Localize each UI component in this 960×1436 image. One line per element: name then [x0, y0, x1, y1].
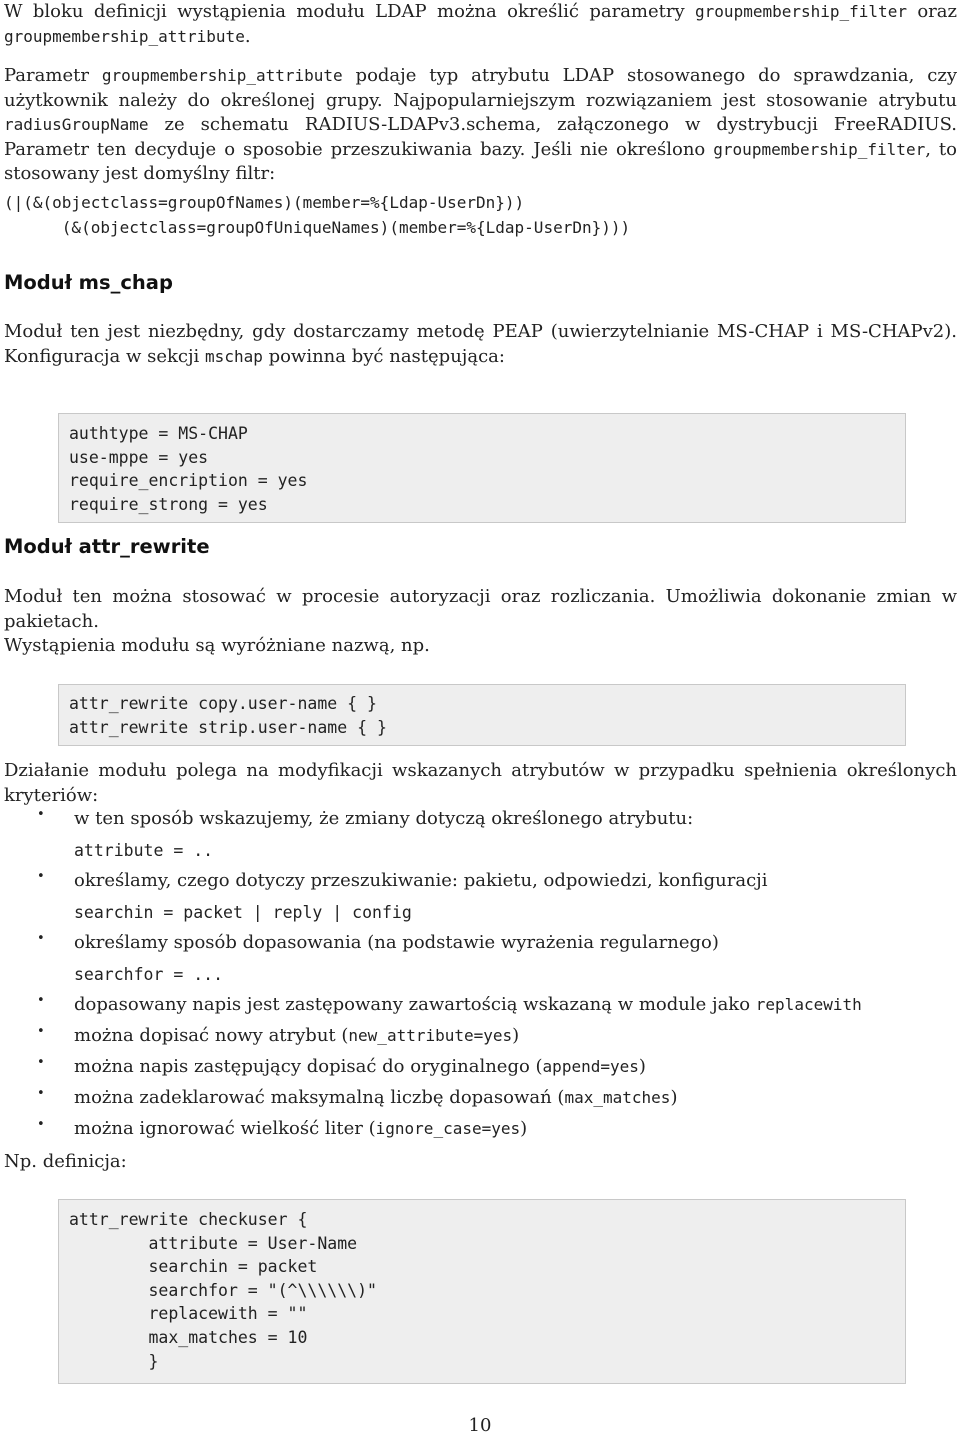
bullet-icon: • [37, 993, 45, 1008]
default-filter-line-1: (|(&(objectclass=groupOfNames)(member=%{Ldap-UserDn})) [4, 193, 525, 212]
list-item [4, 1086, 957, 1117]
intro-paragraph-2 [4, 64, 957, 187]
bullet-icon: • [37, 869, 45, 884]
code-inline: ignore_case=yes [375, 1119, 521, 1138]
text-run: podaje typ atrybutu LDAP stosowanego do sprawdzania, czy użytkownik należy do określonej grupy. Najpopularniejszym rozwiązaniem jest stosowanie atrybutu [4, 65, 957, 111]
text-run: powinna być następująca: [262, 345, 505, 367]
list-item-text: można zadeklarować maksymalną liczbę dopasowań ( [74, 1087, 565, 1108]
bullet-icon: • [37, 1055, 45, 1070]
list-item-text-tail: ) [512, 1025, 520, 1046]
code-inline: mschap [205, 346, 263, 366]
code-inline: append=yes [542, 1057, 639, 1076]
criteria-list [4, 807, 957, 1148]
bullet-icon: • [37, 931, 45, 946]
code-inline: max_matches [564, 1088, 671, 1107]
code-inline: groupmembership_filter [713, 139, 926, 159]
code-inline: groupmembership_attribute [101, 66, 343, 85]
text-run: . [244, 25, 251, 47]
list-item-text: można ignorować wielkość liter ( [74, 1118, 376, 1139]
bullet-icon: • [37, 1117, 45, 1132]
example-definition-code-block: attr_rewrite checkuser { attribute = User-Name searchin = packet searchfor = "(^\\\\\\)" replacewith = "" max_matches = 10 } [58, 1199, 906, 1384]
ms-chap-paragraph [4, 320, 957, 369]
list-item-text: określamy sposób dopasowania (na podstawie wyrażenia regularnego) [74, 932, 719, 953]
list-item-text: określamy, czego dotyczy przeszukiwanie: pakietu, odpowiedzi, konfiguracji [74, 870, 768, 891]
list-item-code: searchfor = ... [74, 965, 224, 984]
text-run: ze schematu RADIUS-LDAPv3.schema, załączonego w dystrybucji FreeRADIUS. Parametr ten decyduje o sposobie przeszukiwania bazy. Jeśli nie określono [4, 114, 957, 160]
list-item [4, 1055, 957, 1086]
text-run: Moduł ten jest niezbędny, gdy dostarczamy metodę PEAP (uwierzytelnianie MS-CHAP i MS-CHAPv2). Konfiguracja w sekcji [4, 321, 957, 367]
list-item-code: attribute = .. [74, 841, 214, 860]
list-item-text-tail: ) [638, 1056, 646, 1077]
bullet-icon: • [37, 807, 45, 822]
list-item-text: dopasowany napis jest zastępowany zawartością wskazaną w module jako [74, 994, 756, 1015]
attr-rewrite-instances-code-block: attr_rewrite copy.user-name { } attr_rewrite strip.user-name { } [58, 684, 906, 746]
code-inline: groupmembership_filter [695, 2, 907, 21]
section-heading-ms-chap: Moduł ms_chap [4, 271, 173, 294]
list-item [4, 807, 957, 869]
code-inline: groupmembership_attribute [4, 26, 245, 46]
attr-rewrite-paragraph-2: Wystąpienia modułu są wyróżniane nazwą, np. [4, 635, 430, 656]
section-heading-attr-rewrite: Moduł attr_rewrite [4, 535, 210, 558]
bullet-icon: • [37, 1086, 45, 1101]
ms-chap-config-code-block: authtype = MS-CHAP use-mppe = yes require_encription = yes require_strong = yes [58, 413, 906, 523]
attr-rewrite-paragraph-1: Moduł ten można stosować w procesie autoryzacji oraz rozliczania. Umożliwia dokonanie zmian w pakietach. [4, 586, 957, 632]
list-item-text-tail: ) [670, 1087, 678, 1108]
intro-paragraph-1 [4, 0, 957, 49]
list-item-text: można napis zastępujący dopisać do oryginalnego ( [74, 1056, 543, 1077]
text-run: Parametr [4, 65, 102, 86]
list-item-code: searchin = packet | reply | config [74, 903, 412, 922]
list-item [4, 993, 957, 1024]
list-item [4, 931, 957, 993]
list-item-text-tail: ) [520, 1118, 528, 1139]
default-filter-line-2: (&(objectclass=groupOfUniqueNames)(member=%{Ldap-UserDn}))) [4, 218, 631, 237]
example-label: Np. definicja: [4, 1151, 127, 1172]
list-item-text: można dopisać nowy atrybut ( [74, 1025, 349, 1046]
list-item [4, 869, 957, 931]
attr-rewrite-paragraph-3: Działanie modułu polega na modyfikacji wskazanych atrybutów w przypadku spełnienia określonych kryteriów: [4, 760, 957, 806]
text-run: , to stosowany jest domyślny filtr: [4, 138, 958, 184]
list-item [4, 1117, 957, 1148]
list-item-text: w ten sposób wskazujemy, że zmiany dotyczą określonego atrybutu: [74, 808, 694, 829]
code-inline: radiusGroupName [4, 115, 149, 134]
bullet-icon: • [37, 1024, 45, 1039]
page-number: 10 [468, 1415, 492, 1436]
text-run: W bloku definicji wystąpienia modułu LDAP można określić parametry [4, 1, 696, 22]
text-run: oraz [906, 1, 957, 22]
code-inline: replacewith [755, 995, 862, 1014]
code-inline: new_attribute=yes [348, 1026, 513, 1045]
list-item [4, 1024, 957, 1055]
